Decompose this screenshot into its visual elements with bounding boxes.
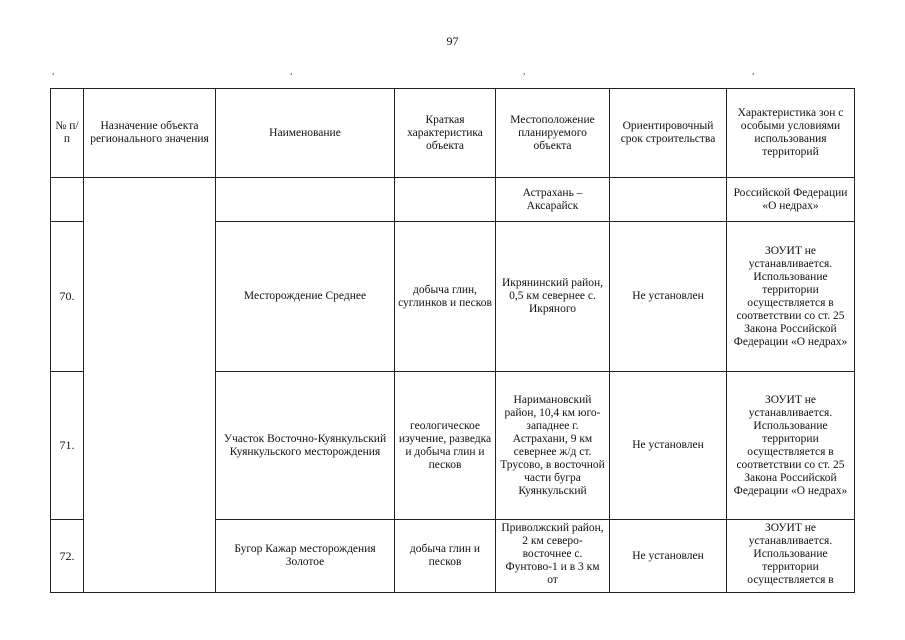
scan-mark: , [752,66,755,77]
cell-zone: ЗОУИТ не устанавливается. Использование территории осуществляется в соответствии со ст. 25 Закона Российской Федерации «О недрах» [727,222,855,372]
cell-name: Бугор Кажар месторождения Золотое [216,520,395,593]
cell-description [395,178,496,222]
column-header-number: № п/п [51,89,84,178]
column-header-term: Ориентировочный срок строительства [610,89,727,178]
column-header-description: Краткая характеристика объекта [395,89,496,178]
column-header-purpose: Назначение объекта регионального значения [84,89,216,178]
cell-zone [727,520,855,593]
cell-zone: ЗОУИТ не устанавливается. Использование территории осуществляется в соответствии со ст. 25 Закона Российской Федерации «О недрах» [727,372,855,520]
cell-term: Не установлен [610,372,727,520]
cell-location: Наримановский район, 10,4 км юго-западнее г. Астрахани, 9 км севернее ж/д ст. Трусово, в восточной части бугра Куянкульский [496,372,610,520]
cell-number [51,178,84,222]
cell-term [610,178,727,222]
column-header-zone: Характеристика зон с особыми условиями использования территорий [727,89,855,178]
table-row [51,178,855,222]
cell-description: добыча глин и песков [395,520,496,593]
cell-description: геологическое изучение, разведка и добыча глин и песков [395,372,496,520]
column-header-name: Наименование [216,89,395,178]
cell-zone: Российской Федерации «О недрах» [727,178,855,222]
scan-mark: , [523,66,526,77]
column-header-location: Местоположение планируемого объекта [496,89,610,178]
scan-mark: , [290,66,293,77]
objects-table [50,88,855,593]
cell-location: Икрянинский район, 0,5 км севернее с. Икряного [496,222,610,372]
cell-name: Участок Восточно-Куянкульский Куянкульского месторождения [216,372,395,520]
cell-location: Астрахань – Аксарайск [496,178,610,222]
cell-location [496,520,610,593]
cell-description: добыча глин, суглинков и песков [395,222,496,372]
cell-name [216,178,395,222]
cell-name: Месторождение Среднее [216,222,395,372]
cell-purpose [84,178,216,593]
table-header-row [51,89,855,178]
cell-number: 70. [51,222,84,372]
zone-text: ЗОУИТ не устанавливается. Использование территории осуществляется в [747,522,834,586]
cell-number: 71. [51,372,84,520]
page-number: 97 [446,34,459,48]
cell-number: 72. [51,520,84,593]
cell-term: Не установлен [610,222,727,372]
cell-term: Не установлен [610,520,727,593]
scan-mark: , [52,66,55,77]
location-text: Приволжский район, 2 км северо-восточнее с. Фунтово-1 и в 3 км от [501,522,604,586]
